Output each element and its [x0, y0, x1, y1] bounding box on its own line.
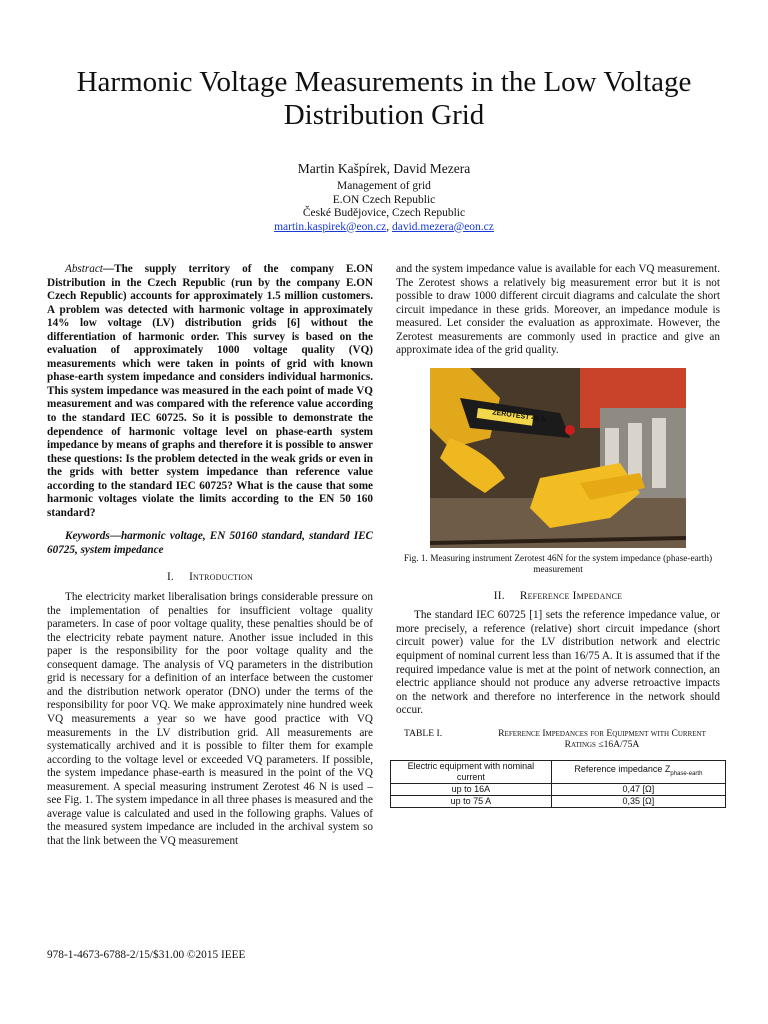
table-cell: up to 16A: [391, 783, 552, 795]
abstract: [47, 263, 373, 520]
email-link-2[interactable]: david.mezera@eon.cz: [391, 220, 494, 233]
continued-paragraph: and the system impedance value is available for each VQ measurement. The Zerotest shows a relatively big measurement error but it is not possible to draw 1000 different circuit diagrams and calculate the short circuit impedance in these grids. Moreover, an impedance module is measured. Let consider the evaluation as approximate. However, the Zerotest measurements are commonly used in practice and give an approximate idea of the grid quality.: [396, 263, 720, 357]
abstract-text: The supply territory of the company E.ON Distribution in the Czech Republic (run by the company E.ON Czech Republic) accounts for approximately 1.5 million customers. A problem was detected with harmonic voltage in approximately 14% low voltage (LV) distribution grids [6] without the differentiation of harmonic order. This survey is based on the evaluation of approximately 1000 voltage quality (VQ) measurements which were taken in points of grid with known phase-earth system impedance and considers individual harmonics. This system impedance was measured in the each point of made VQ measurement and was compared with the reference value according to the standard IEC 60725. So it is possible to demonstrate the dependence of harmonic voltage level on phase-earth system impedance by means of graphs and therefore it is possible to answer these questions: Is the problem detected in the weak grids or even in the grids with better system impedance than reference value according to the standard IEC 60725? What is the cause that some harmonic voltages violate the limits according to the EN 50 160 standard?: [47, 263, 373, 519]
affiliation-dept: Management of grid: [337, 180, 431, 192]
table-header-subscript: phase-earth: [670, 770, 703, 777]
copyright-footer: 978-1-4673-6788-2/15/$31.00 ©2015 IEEE: [47, 949, 246, 961]
abstract-dash: —: [102, 263, 115, 275]
table-row: [391, 795, 726, 807]
figure-1-photo: [430, 368, 686, 548]
table-row: [391, 783, 726, 795]
table-1-caption: [396, 728, 720, 750]
zerotest-photo-illustration: [430, 368, 686, 548]
keywords-label: Keywords: [65, 530, 110, 543]
email-separator: ,: [386, 220, 392, 233]
table-cell: up to 75 A: [391, 795, 552, 807]
keywords: [47, 530, 373, 557]
table-header-cell: [551, 760, 725, 783]
authors: Martin Kašpírek, David Mezera: [297, 161, 471, 176]
section-title: Introduction: [189, 571, 254, 584]
table-header-row: [391, 760, 726, 783]
table-cell: 0,35 [Ω]: [551, 795, 725, 807]
table-title: [484, 728, 720, 750]
keywords-dash: —: [109, 530, 121, 543]
table-cell: 0,47 [Ω]: [551, 783, 725, 795]
table-title-line-2: Ratings ≤16A/75A: [564, 738, 640, 750]
affiliation-org: E.ON Czech Republic: [332, 193, 436, 206]
section-heading-introduction: [47, 571, 373, 585]
introduction-paragraph: The electricity market liberalisation brings considerable pressure on the implementation of penalties for insufficient voltage quality parameters. In case of poor voltage quality, these penalties should be of the electricity rebate payment nature. Another issue included in this paper is the responsibility for the poor voltage quality and the consequent damage. The analysis of VQ parameters in the distribution grid is necessary for a definition of an interface between the customer and the distribution network operator (DNO) under the terms of the responsibility for poor VQ. We make approximately nine hundred week VQ measurements a year so we have good practice with VQ measurements in the LV distribution grid. All measurements are systematically archived and it is possible to filter them for example according to the voltage level or exceeded VQ parameters. If possible, the system impedance phase-earth is measured in the point of the VQ measurement. A special measuring instrument Zerotest 46 N is used – see Fig. 1. The system impedance in all three phases is measured and the average value is calculated and used in the following graphs. Values of the measured system impedance are included in the archival system so that the link between the VQ measurement: [47, 591, 373, 847]
section-title: Reference Impedance: [519, 589, 623, 602]
reference-impedance-table: [390, 760, 726, 808]
right-column: [396, 263, 720, 808]
table-label: TABLE I.: [404, 727, 443, 739]
reference-impedance-paragraph: The standard IEC 60725 [1] sets the reference impedance value, or more precisely, a reference (relative) short circuit impedance (short circuit power) value for the LV distribution network and electric equipment of nominal current less than 16/75 A. It is assumed that if the required impedance value is met at the point of network connection, an electric appliance should not produce any adverse retroactive impacts on the network and therefore no interference in the network should occur.: [396, 609, 720, 717]
section-number: I.: [166, 571, 174, 584]
paper-title: Harmonic Voltage Measurements in the Low Voltage Distribution Grid: [76, 66, 692, 131]
section-number: II.: [493, 589, 505, 602]
table-header-text: Reference impedance Z: [574, 763, 671, 774]
table-header-cell: Electric equipment with nominal current: [391, 760, 552, 783]
email-link-1[interactable]: martin.kaspirek@eon.cz: [274, 220, 387, 233]
table-title-line-1: Reference Impedances for Equipment with Current: [498, 727, 706, 739]
affiliation-city: České Budějovice, Czech Republic: [302, 207, 466, 219]
left-column: [47, 263, 373, 848]
figure-1-caption: Fig. 1. Measuring instrument Zerotest 46N for the system impedance (phase-earth) measurement: [403, 553, 713, 575]
device-label-text: ZEROTEST 46 N: [491, 409, 547, 424]
affiliation: [0, 180, 768, 234]
keywords-text: harmonic voltage, EN 50160 standard, standard IEC 60725, system impedance: [47, 530, 373, 556]
section-heading-reference-impedance: [396, 590, 720, 604]
abstract-label: Abstract: [65, 263, 103, 275]
